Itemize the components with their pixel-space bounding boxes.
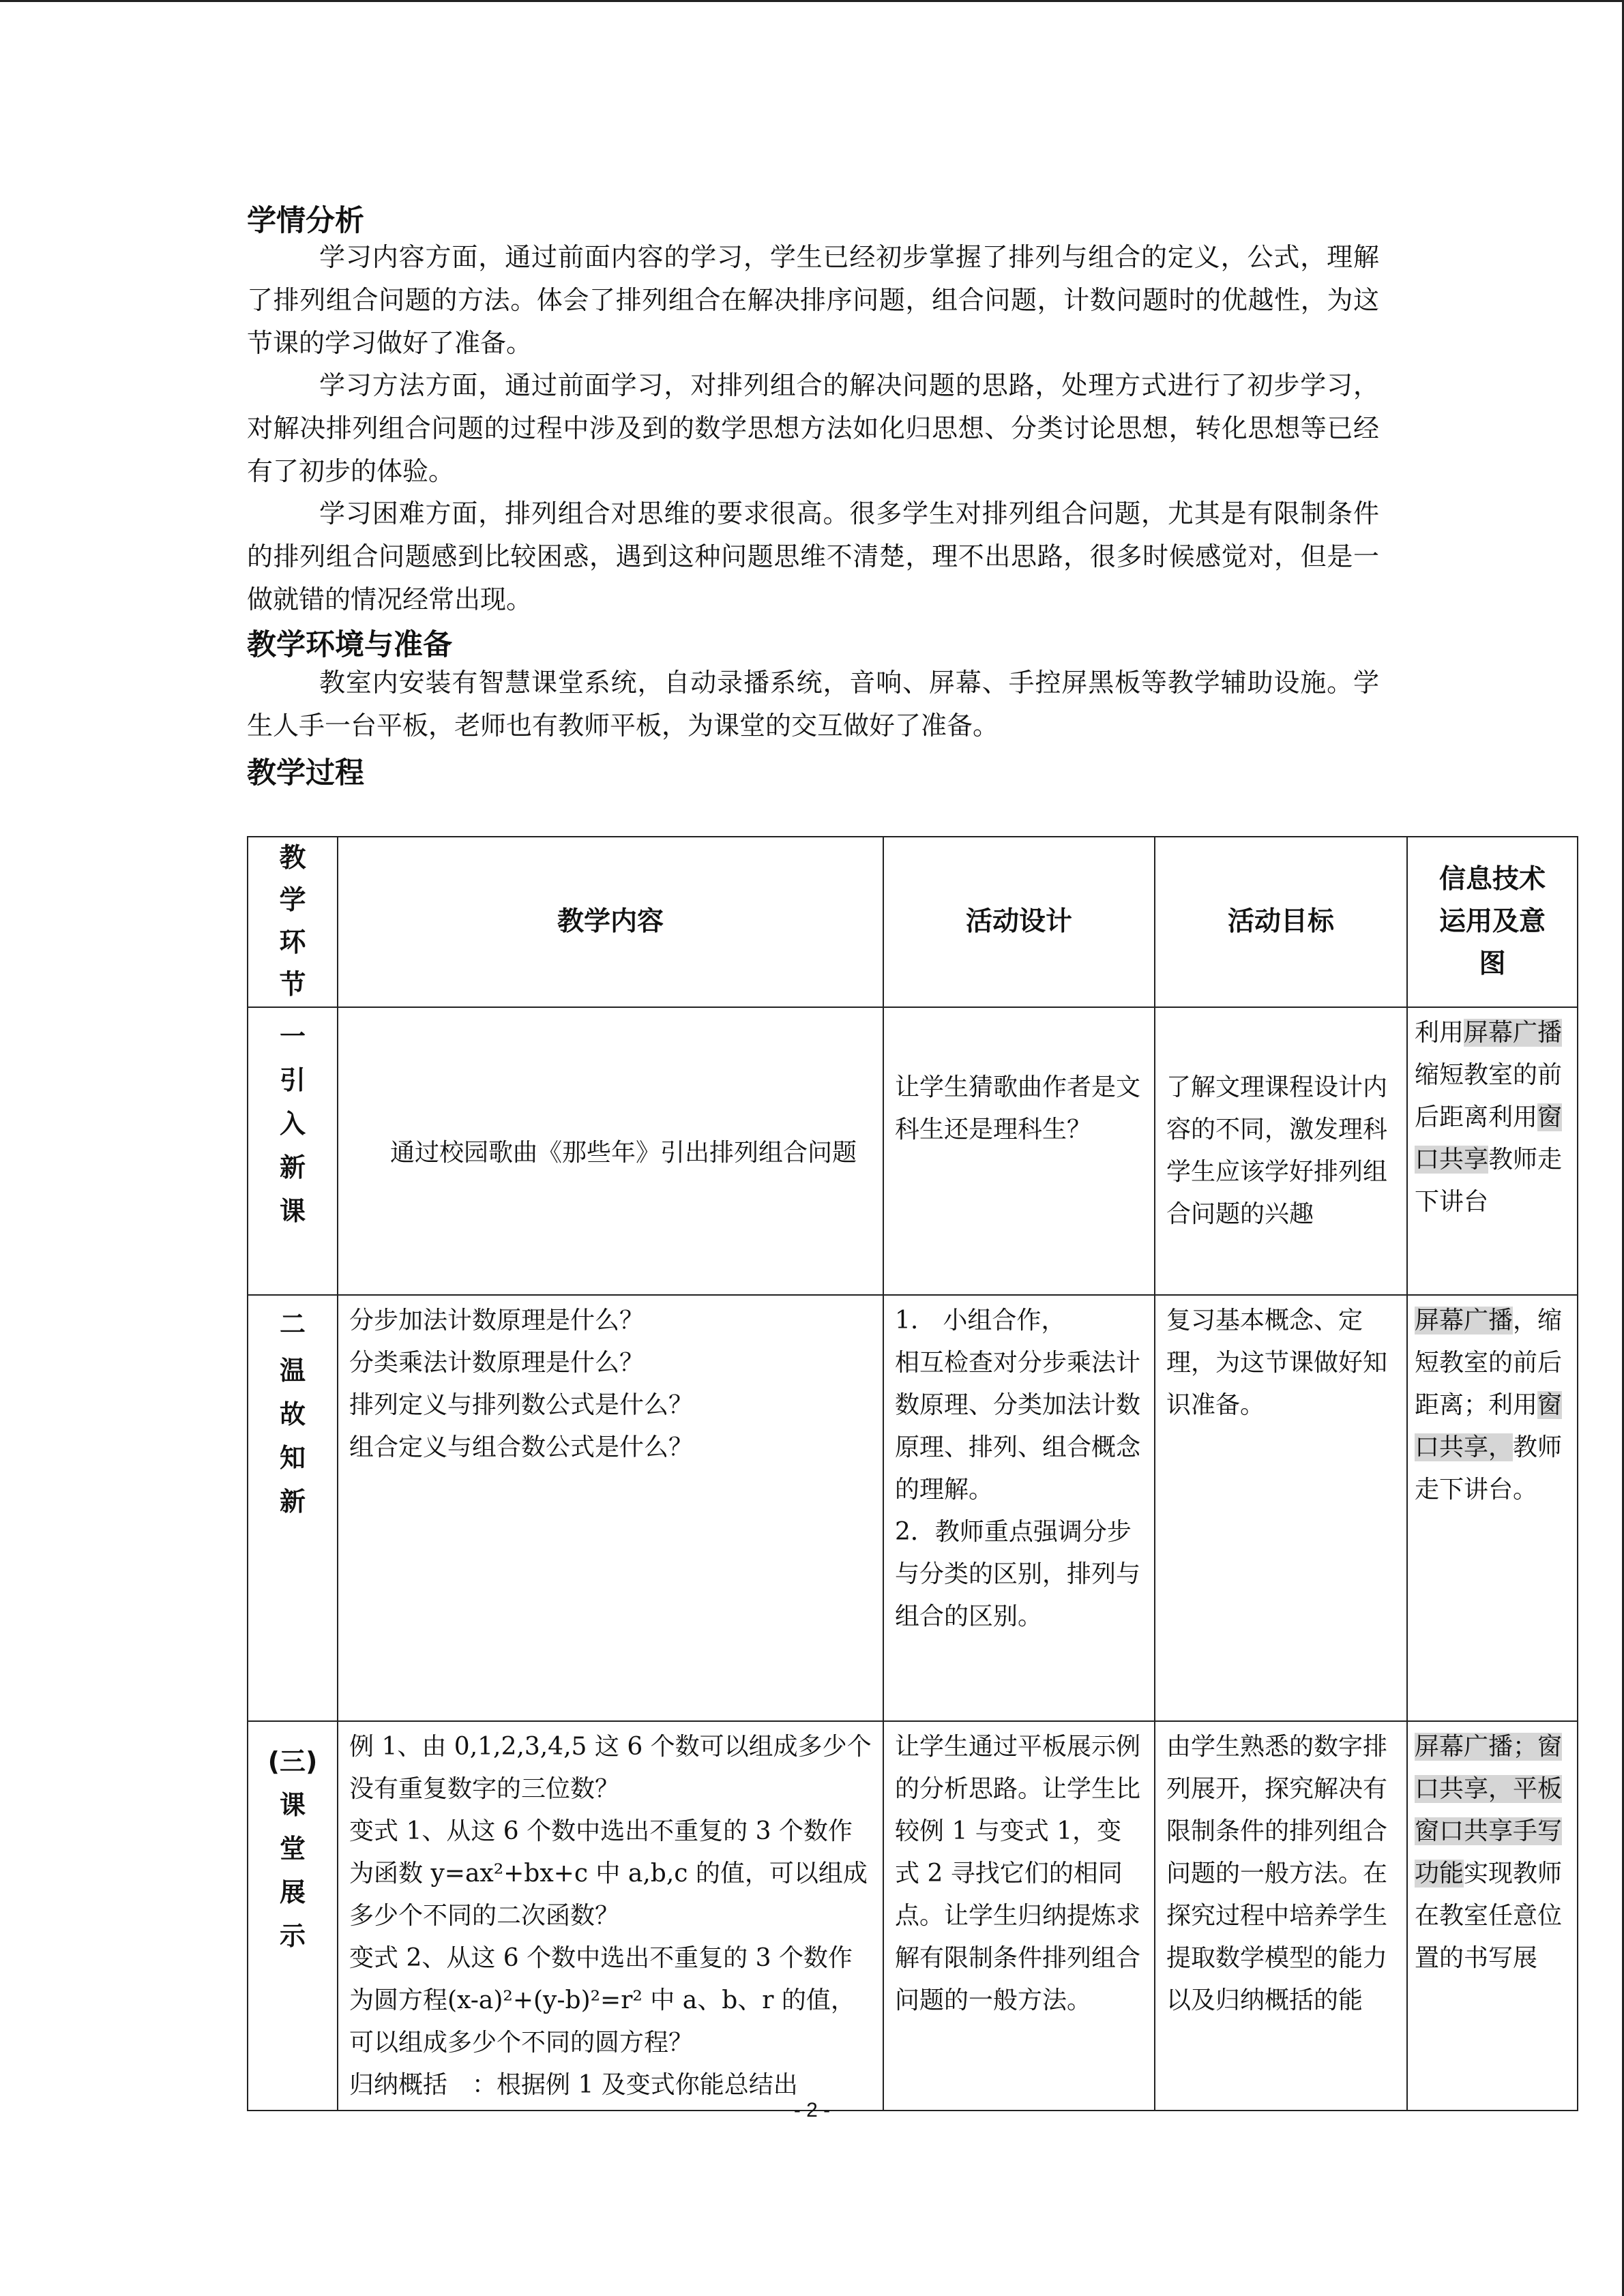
- table-row: [248, 1295, 1578, 1721]
- analysis-paragraph-content: 学习内容方面，通过前面内容的学习，学生已经初步掌握了排列与组合的定义，公式，理解了排列组合问题的方法。体会了排列组合在解决排序问题，组合问题，计数问题时的优越性，为这节课的学习做好了准备。: [247, 242, 1379, 358]
- table-header-row: [248, 837, 1578, 1007]
- header-content: 教学内容: [338, 837, 883, 1007]
- tech-cell: 屏幕广播，缩短教室的前后距离；利用窗口共享，教师走下讲台。: [1407, 1295, 1578, 1721]
- teaching-process-table: [247, 836, 1578, 2111]
- activity-cell: 让学生通过平板展示例的分析思路。让学生比较例 1 与变式 1，变式 2 寻找它们的相同点。让学生归纳提炼求解有限制条件排列组合问题的一般方法。: [883, 1721, 1155, 2111]
- content-cell: 例 1、由 0,1,2,3,4,5 这 6 个数可以组成多少个没有重复数字的三位数？ 变式 1、从这 6 个数中选出不重复的 3 个数作为函数 y=ax²+bx+c 中 a,b,c 的值，可以组成多少个不同的二次函数？ 变式 2、从这 6 个数中选出不重复的 3 个数作为圆方程(x-a)²+(y-b)²=r² 中 a、b、r 的值，可以组成多少个不同的圆方程？ 归纳概括 ：根据例 1 及变式你能总结出: [338, 1721, 883, 2111]
- section-heading-environment: 教学环境与准备: [247, 628, 452, 662]
- content-cell: 通过校园歌曲《那些年》引出排列组合问题: [338, 1007, 883, 1295]
- activity-cell: 让学生猜歌曲作者是文科生还是理科生？: [883, 1007, 1155, 1295]
- page-number: - 2 -: [793, 2099, 831, 2121]
- activity-cell: 1. 小组合作， 相互检查对分步乘法计数原理、分类加法计数原理、排列、组合概念的理解。 2．教师重点强调分步与分类的区别，排列与组合的区别。: [883, 1295, 1155, 1721]
- header-tech: 信息技术运用及意图: [1407, 837, 1578, 1007]
- tech-cell: 屏幕广播；窗口共享，平板窗口共享手写功能实现教师在教室任意位置的书写展: [1407, 1721, 1578, 2111]
- top-border: [0, 0, 1624, 2]
- environment-paragraph: 教室内安装有智慧课堂系统，自动录播系统，音响、屏幕、手控屏黑板等教学辅助设施。学生人手一台平板，老师也有教师平板，为课堂的交互做好了准备。: [247, 668, 1379, 741]
- header-goal: 活动目标: [1155, 837, 1407, 1007]
- header-stage: 教学环节: [248, 837, 338, 1007]
- header-activity: 活动设计: [883, 837, 1155, 1007]
- stage-cell: (三) 课 堂 展 示: [248, 1721, 338, 2111]
- goal-cell: 由学生熟悉的数字排列展开，探究解决有限制条件的排列组合问题的一般方法。在探究过程中培养学生提取数学模型的能力以及归纳概括的能: [1155, 1721, 1407, 2111]
- analysis-paragraph-method: 学习方法方面，通过前面学习，对排列组合的解决问题的思路，处理方式进行了初步学习，对解决排列组合问题的过程中涉及到的数学思想方法如化归思想、分类讨论思想，转化思想等已经有了初步的体验。: [247, 370, 1379, 486]
- section-heading-process: 教学过程: [247, 756, 364, 790]
- table-row: [248, 1007, 1578, 1295]
- content-cell: 分步加法计数原理是什么？ 分类乘法计数原理是什么？ 排列定义与排列数公式是什么？ 组合定义与组合数公式是什么？: [338, 1295, 883, 1721]
- tech-cell: 利用屏幕广播缩短教室的前后距离利用窗口共享教师走下讲台: [1407, 1007, 1578, 1295]
- goal-cell: 了解文理课程设计内容的不同，激发理科学生应该学好排列组合问题的兴趣: [1155, 1007, 1407, 1295]
- table-row: [248, 1721, 1578, 2111]
- stage-cell: 一 引 入 新 课: [248, 1007, 338, 1295]
- analysis-paragraph-difficulty: 学习困难方面，排列组合对思维的要求很高。很多学生对排列组合问题，尤其是有限制条件的排列组合问题感到比较困惑，遇到这种问题思维不清楚，理不出思路，很多时候感觉对，但是一做就错的情况经常出现。: [247, 498, 1379, 614]
- section-heading-analysis: 学情分析: [247, 204, 364, 238]
- goal-cell: 复习基本概念、定理，为这节课做好知识准备。: [1155, 1295, 1407, 1721]
- stage-cell: 二 温 故 知 新: [248, 1295, 338, 1721]
